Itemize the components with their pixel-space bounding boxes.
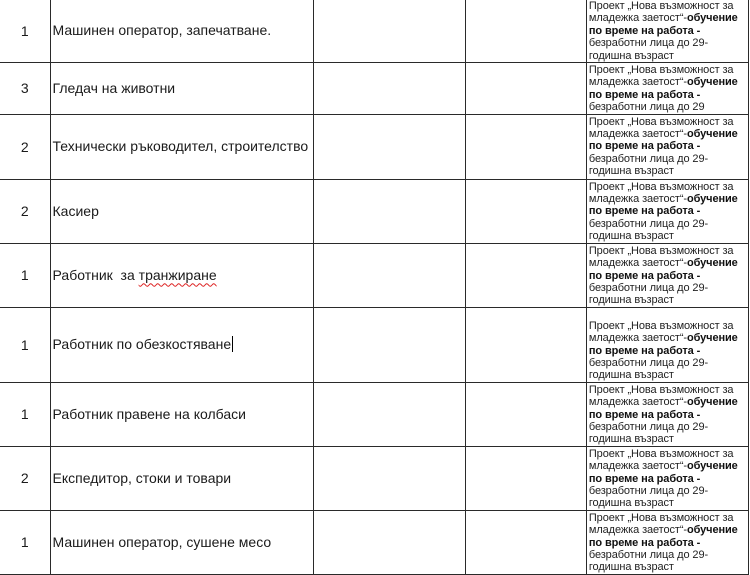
- position-title[interactable]: Гледач на животни: [50, 63, 313, 115]
- note-suffix: безработни лица до 29-годишна възраст: [588, 281, 709, 307]
- empty-cell[interactable]: [313, 179, 465, 243]
- note-bold: обучение по време на работа -: [588, 396, 738, 421]
- note-prefix: Проект „Нова възможност за младежка заетост“-: [588, 319, 734, 345]
- position-title[interactable]: Машинен оператор, сушене месо: [50, 510, 313, 574]
- empty-cell[interactable]: [313, 510, 465, 574]
- empty-cell[interactable]: [465, 179, 586, 243]
- program-note[interactable]: [586, 179, 748, 243]
- note-prefix: Проект „Нова възможност за младежка заетост“-: [588, 180, 734, 206]
- note-bold: обучение по време на работа -: [588, 332, 738, 357]
- position-count[interactable]: 1: [0, 510, 50, 574]
- empty-cell[interactable]: [465, 307, 586, 382]
- note-bold: обучение по време на работа -: [588, 193, 738, 218]
- note-prefix: Проект „Нова възможност за младежка заетост“-: [588, 511, 734, 537]
- position-count[interactable]: 1: [0, 0, 50, 63]
- position-title[interactable]: Технически ръководител, строителство: [50, 114, 313, 179]
- note-bold: обучение по време на работа -: [588, 257, 738, 282]
- position-count[interactable]: 3: [0, 63, 50, 115]
- position-count[interactable]: 2: [0, 179, 50, 243]
- empty-cell[interactable]: [465, 114, 586, 179]
- position-title[interactable]: Работник правене на колбаси: [50, 382, 313, 446]
- empty-cell[interactable]: [313, 382, 465, 446]
- program-note[interactable]: [586, 63, 748, 115]
- note-prefix: Проект „Нова възможност за младежка заетост“-: [588, 244, 734, 270]
- note-prefix: Проект „Нова възможност за младежка заетост“-: [588, 64, 734, 89]
- empty-cell[interactable]: [465, 243, 586, 307]
- note-bold: обучение по време на работа -: [588, 76, 738, 101]
- position-title[interactable]: Експедитор, стоки и товари: [50, 446, 313, 510]
- position-count[interactable]: 1: [0, 243, 50, 307]
- empty-cell[interactable]: [313, 0, 465, 63]
- text-cursor: [232, 336, 233, 352]
- position-count[interactable]: 1: [0, 307, 50, 382]
- title-text: Работник за: [52, 266, 139, 283]
- note-bold: обучение по време на работа -: [588, 128, 738, 153]
- note-suffix: безработни лица до 29-годишна възраст: [588, 356, 709, 382]
- note-prefix: Проект „Нова възможност за младежка заетост“-: [588, 115, 734, 141]
- table-row: [0, 179, 749, 243]
- note-suffix: безработни лица до 29-годишна възраст: [588, 217, 709, 243]
- position-count[interactable]: 2: [0, 446, 50, 510]
- empty-cell[interactable]: [465, 63, 586, 115]
- table-row: [0, 243, 749, 307]
- empty-cell[interactable]: [465, 510, 586, 574]
- position-title[interactable]: Касиер: [50, 179, 313, 243]
- program-note[interactable]: [586, 446, 748, 510]
- note-bold: обучение по време на работа -: [588, 524, 738, 549]
- table-row: [0, 510, 749, 574]
- program-note[interactable]: [586, 307, 748, 382]
- empty-cell[interactable]: [313, 63, 465, 115]
- position-title[interactable]: [50, 243, 313, 307]
- note-bold: обучение по време на работа -: [588, 12, 738, 37]
- empty-cell[interactable]: [313, 114, 465, 179]
- empty-cell[interactable]: [313, 243, 465, 307]
- program-note[interactable]: [586, 382, 748, 446]
- note-prefix: Проект „Нова възможност за младежка заетост“-: [588, 447, 734, 473]
- table-row: [0, 307, 749, 382]
- program-note[interactable]: [586, 114, 748, 179]
- note-suffix: безработни лица до 29-годишна възраст: [588, 549, 709, 574]
- empty-cell[interactable]: [465, 0, 586, 63]
- table-row: [0, 63, 749, 115]
- program-note[interactable]: [586, 510, 748, 574]
- note-suffix: безработни лица до 29-годишна възраст: [588, 485, 709, 510]
- empty-cell[interactable]: [313, 446, 465, 510]
- empty-cell[interactable]: [465, 446, 586, 510]
- table-row: [0, 114, 749, 179]
- empty-cell[interactable]: [465, 382, 586, 446]
- position-count[interactable]: 2: [0, 114, 50, 179]
- note-suffix: безработни лица до 29-годишна възраст: [588, 37, 709, 62]
- spell-error-word[interactable]: транжиране: [138, 266, 217, 283]
- note-suffix: безработни лица до 29: [588, 101, 705, 114]
- position-title[interactable]: Машинен оператор, запечатване.: [50, 0, 313, 63]
- note-suffix: безработни лица до 29-годишна възраст: [588, 152, 709, 178]
- program-note[interactable]: [586, 243, 748, 307]
- position-count[interactable]: 1: [0, 382, 50, 446]
- table-row: [0, 382, 749, 446]
- title-text: Работник по обезкостяване: [52, 336, 232, 353]
- empty-cell[interactable]: [313, 307, 465, 382]
- note-suffix: безработни лица до 29-годишна възраст: [588, 420, 709, 446]
- note-bold: обучение по време на работа -: [588, 460, 738, 485]
- note-prefix: Проект „Нова възможност за младежка заетост“-: [588, 0, 734, 25]
- note-prefix: Проект „Нова възможност за младежка заетост“-: [588, 383, 734, 409]
- table-row: [0, 0, 749, 63]
- program-note[interactable]: [586, 0, 748, 63]
- position-title[interactable]: [50, 307, 313, 382]
- table-row: [0, 446, 749, 510]
